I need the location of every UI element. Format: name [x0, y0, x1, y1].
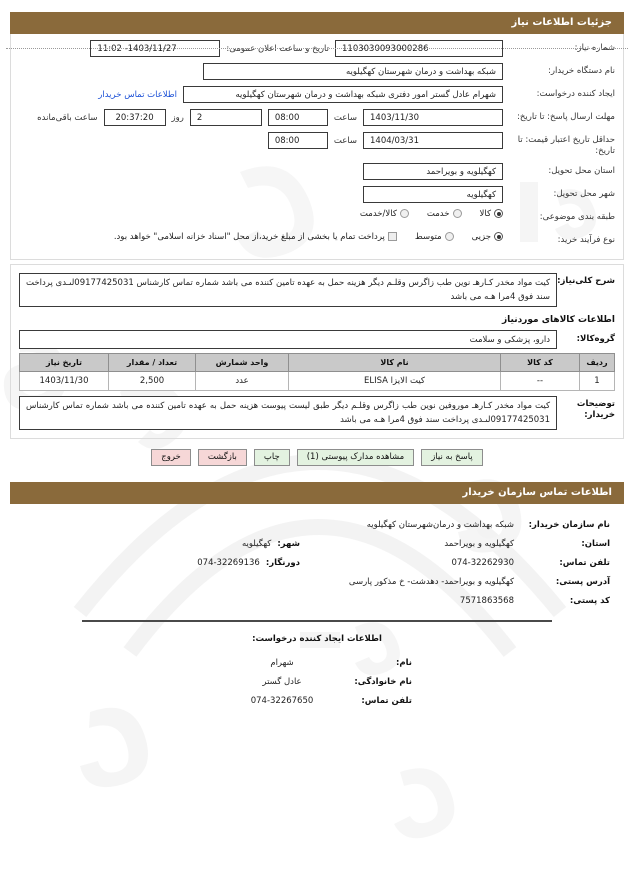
creator-family-value: عادل گستر — [262, 676, 302, 687]
validity-time-value: 08:00 — [268, 132, 328, 149]
goods-section-title: اطلاعات کالاهای موردنیاز — [501, 314, 615, 325]
purchase-option-jozii-label: جزیی — [471, 231, 491, 242]
contact-postal-value: 7571863568 — [459, 595, 514, 606]
field-row-purchase-type — [19, 232, 615, 250]
cell-date: 1403/11/30 — [20, 371, 109, 390]
top-divider — [6, 48, 628, 49]
summary-text: کیت مواد مخدر کـارهـ نوین طب زاگرس وقلـم دیگر هزینه حمل به عهده تامین کننده می باشد شماره تماس کارشناس 09177425031لںـدی پرداخت سند فوق 4مرا هـه می باشد — [19, 273, 557, 307]
remaining-time-label: ساعت باقی‌مانده — [37, 112, 98, 123]
field-row-category — [19, 209, 615, 227]
buyer-notes-label: توضیحات خریدار: — [576, 398, 615, 421]
creator-value: شهرام عادل گستر امور دفتری شبکه بهداشت و درمان شهرستان کهگیلویه — [183, 86, 503, 103]
summary-panel — [10, 264, 624, 439]
action-button-row — [10, 449, 624, 466]
goods-group-value: دارو، پزشکی و سلامت — [19, 330, 557, 349]
contact-fax-value: 074-32269136 — [197, 557, 260, 568]
category-option-khedmat[interactable] — [427, 209, 462, 219]
purchase-type-label: نوع فرآیند خرید: — [557, 234, 615, 245]
contact-province-value: کهگیلویه و بویراحمد — [444, 538, 514, 549]
contact-province-label: استان: — [581, 538, 610, 549]
validity-date-value: 1404/03/31 — [363, 132, 503, 149]
field-row-deadline — [19, 109, 615, 127]
category-option-kala-label: کالا — [479, 208, 491, 219]
field-row-buyer-org — [19, 63, 615, 81]
deadline-date-value: 1403/11/30 — [363, 109, 503, 126]
category-option-kala[interactable] — [480, 209, 503, 219]
remaining-time-value: 20:37:20 — [104, 109, 166, 126]
page-root — [0, 12, 634, 872]
buyer-org-value: شبکه بهداشت و درمان شهرستان کهگیلویه — [203, 63, 503, 80]
creator-info-title: اطلاعات ایجاد کننده درخواست: — [252, 633, 382, 644]
category-option-kala-khedmat-label: کالا/خدمت — [359, 208, 397, 219]
creator-family-label: نام خانوادگی: — [354, 676, 412, 687]
radio-icon-kala-khedmat[interactable] — [400, 209, 409, 218]
creator-row-family — [24, 677, 610, 687]
view-attachments-button[interactable]: مشاهده مدارک پیوستی (1) — [297, 449, 414, 466]
creator-row-name — [24, 658, 610, 668]
city-label: شهر محل تحویل: — [553, 188, 615, 199]
field-row-validity — [19, 132, 615, 158]
need-number-value: 1103030093000286 — [335, 40, 503, 57]
province-label: استان محل تحویل: — [548, 165, 615, 176]
contact-row-org — [24, 520, 610, 530]
purchase-option-motevaset-label: متوسط — [414, 231, 442, 242]
need-number-label: شماره نیاز: — [574, 43, 615, 53]
section-divider — [82, 620, 552, 622]
field-row-creator — [19, 86, 615, 104]
buyer-notes-text: کیت مواد مخدر کـارهـ موروفین نوین طب زاگرس وقلـم دیگر طبق لیست پیوست هزینه حمل به عهده تامین کننده می باشد شماره تماس کارشناس 09177425031لںـدی پرداخت سند فوق 4مرا هـه می باشد — [19, 396, 557, 430]
category-option-kala-khedmat[interactable] — [360, 209, 409, 219]
cell-row: 1 — [580, 371, 615, 390]
buyer-contact-panel — [10, 504, 624, 706]
contact-row-address — [24, 577, 610, 587]
cell-code: -- — [501, 371, 580, 390]
contact-postal-label: کد پستی: — [569, 595, 610, 606]
contact-city-value: کهگیلویه — [241, 538, 272, 549]
purchase-type-radio-group — [100, 232, 503, 242]
creator-name-value: شهرام — [270, 657, 294, 668]
col-unit: واحد شمارش — [196, 353, 289, 371]
contact-city-label: شهر: — [277, 538, 300, 549]
contact-org-value: شبکه بهداشت و درمان‌شهرستان کهگیلویه — [366, 519, 514, 530]
print-button[interactable]: چاپ — [254, 449, 290, 466]
contact-org-label: نام سازمان خریدار: — [528, 519, 610, 530]
buyer-contact-link[interactable]: اطلاعات تماس خریدار — [98, 89, 177, 100]
validity-label: حداقل تاریخ اعتبار قیمت: تا تاریخ: — [517, 135, 615, 157]
radio-icon-jozii[interactable] — [494, 232, 503, 241]
creator-phone-value: 074-32267650 — [250, 695, 314, 706]
contact-address-value: کهگیلویه و بویراحمد- دهدشت- خ مذکور پارسی — [348, 576, 514, 587]
days-unit-label: روز — [171, 112, 184, 123]
contact-phone-label: تلفن تماس: — [559, 557, 610, 568]
category-label: طبقه بندی موضوعی: — [539, 211, 615, 222]
goods-group-label: گروه‌کالا: — [576, 333, 615, 344]
province-value: کهگیلویه و بویراحمد — [363, 163, 503, 180]
col-code: کد کالا — [501, 353, 580, 371]
table-row — [20, 371, 615, 390]
radio-icon-khedmat[interactable] — [453, 209, 462, 218]
creator-row-phone — [24, 696, 610, 706]
city-value: کهگیلویه — [363, 186, 503, 203]
back-button[interactable]: بازگشت — [198, 449, 247, 466]
cell-unit: عدد — [196, 371, 289, 390]
col-date: تاریخ نیاز — [20, 353, 109, 371]
section-header-buyer-contact: اطلاعات تماس سازمان خریدار — [10, 482, 624, 504]
need-details-panel — [10, 34, 624, 260]
contact-phone-value: 074-32262930 — [451, 557, 514, 568]
validity-time-label: ساعت — [333, 135, 357, 146]
deadline-label: مهلت ارسال پاسخ: تا تاریخ: — [517, 112, 615, 122]
category-radio-group — [346, 209, 503, 219]
cell-name: کیت الایزا ELISA — [289, 371, 501, 390]
buyer-org-label: نام دستگاه خریدار: — [548, 66, 615, 76]
contact-row-postal — [24, 596, 610, 606]
col-qty: تعداد / مقدار — [109, 353, 196, 371]
creator-name-label: نام: — [395, 657, 412, 668]
field-row-province — [19, 163, 615, 181]
treasury-checkbox-label: پرداخت تمام یا بخشی از مبلغ خرید،از محل "اسناد خزانه اسلامی" خواهد بود. — [113, 231, 385, 242]
contact-fax-label: دورنگار: — [265, 557, 300, 568]
col-name: نام کالا — [289, 353, 501, 371]
exit-button[interactable]: خروج — [151, 449, 191, 466]
purchase-option-jozii[interactable] — [472, 232, 503, 242]
checkbox-icon-treasury[interactable] — [388, 232, 397, 241]
radio-icon-kala[interactable] — [494, 209, 503, 218]
radio-icon-motevaset[interactable] — [445, 232, 454, 241]
remaining-days-value: 2 — [190, 109, 262, 126]
contact-row-phone-fax — [24, 558, 610, 568]
field-row-city — [19, 186, 615, 204]
category-option-khedmat-label: خدمت — [426, 208, 450, 219]
section-header-need-details: جزئیات اطلاعات نیاز — [10, 12, 624, 34]
deadline-time-label: ساعت — [333, 112, 357, 123]
col-row: ردیف — [580, 353, 615, 371]
respond-to-need-button[interactable]: پاسخ به نیاز — [421, 449, 483, 466]
deadline-time-value: 08:00 — [268, 109, 328, 126]
field-row-need-number — [19, 40, 615, 58]
contact-address-label: آدرس پستی: — [555, 576, 610, 587]
summary-label: شرح کلی‌نیاز: — [557, 275, 615, 286]
purchase-option-motevaset[interactable] — [415, 232, 454, 242]
announce-datetime-value: 11:02 -1403/11/27 — [90, 40, 220, 57]
goods-table — [19, 353, 615, 391]
creator-label: ایجاد کننده درخواست: — [536, 89, 615, 99]
contact-row-province-city — [24, 539, 610, 549]
cell-qty: 2,500 — [109, 371, 196, 390]
treasury-checkbox-group[interactable] — [114, 232, 397, 242]
goods-table-header-row — [20, 353, 615, 371]
creator-phone-label: تلفن تماس: — [361, 695, 412, 706]
announce-label: تاریخ و ساعت اعلان عمومی: — [226, 43, 329, 54]
